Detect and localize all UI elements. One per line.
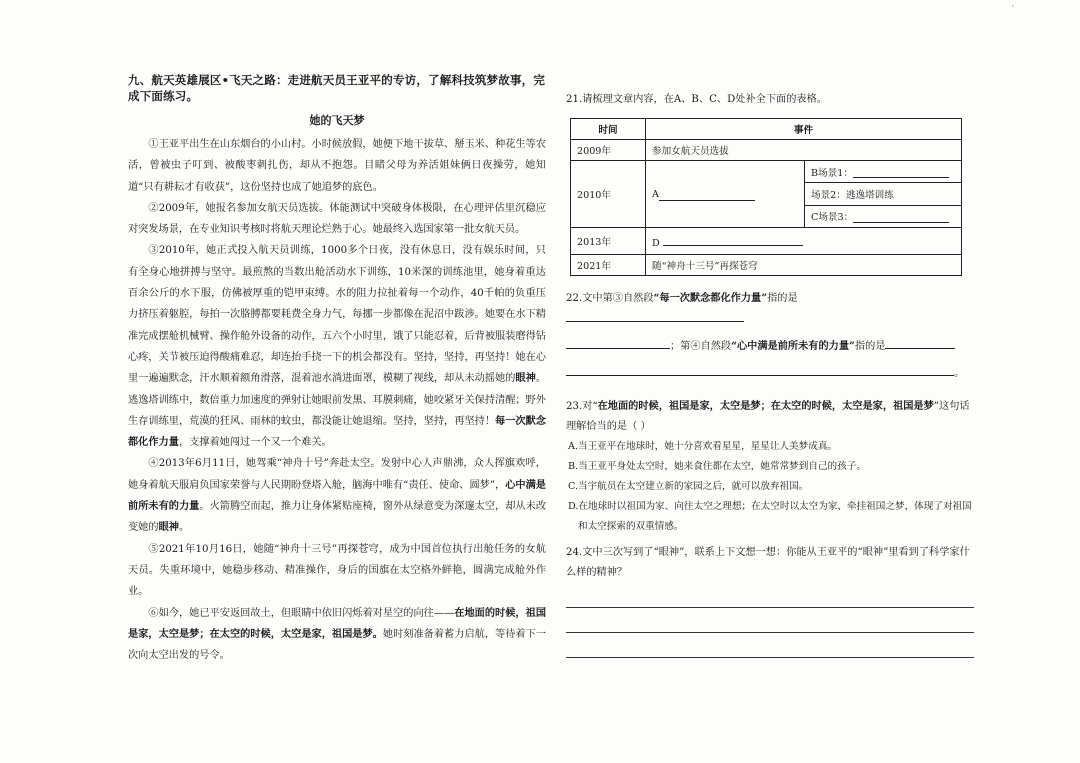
row-event-2009: 参加女航天员选拔 bbox=[646, 140, 962, 161]
p6-text-b: 她时刻准备着蓄力启航，等待着下一次向太空出发的号令。 bbox=[128, 628, 547, 662]
corner-mark: · bbox=[1011, 2, 1014, 11]
label-b: B场景1： bbox=[811, 167, 853, 179]
row-time-2010: 2010年 bbox=[571, 161, 646, 228]
p4-bold-eyes: 眼神 bbox=[158, 521, 179, 534]
q21-prompt: 21.请梳理文章内容，在A、B、C、D处补全下面的表格。 bbox=[566, 94, 827, 105]
q22-answer-blank-1[interactable] bbox=[566, 309, 744, 322]
table-row bbox=[571, 140, 962, 161]
p3-text-b: 。逃逸塔训练中，数倍重力加速度的弹射让她眼前发黑、耳膜刺痛，她咬紧牙关保持清醒；野外生存训练里，荒漠的狂风、雨林的蚊虫，都没能让她退缩。坚持，坚持，再坚持！ bbox=[128, 373, 546, 427]
row-time-2009: 2009年 bbox=[571, 140, 646, 161]
q23-text-a: 23.对“ bbox=[566, 401, 598, 412]
q22-line-2 bbox=[566, 336, 974, 357]
scene-2-text: 场景2：逃逸塔训练 bbox=[811, 189, 894, 201]
q24-answer-line-3[interactable] bbox=[566, 637, 974, 658]
essay-paragraph-1: ①王亚平出生在山东烟台的小山村。小时候放假，她便下地干拔草、掰玉米、种花生等农活，曾被虫子叮到、被酸枣刺扎伤，却从不抱怨。目睹父母为养活姐妹俩日夜操劳，她知道“只有耕耘才有收获”，这份坚持也成了她追梦的底色。 bbox=[128, 139, 546, 193]
q22-end: 。 bbox=[954, 368, 965, 379]
row-time-2021: 2021年 bbox=[571, 255, 646, 276]
p3-text-c: ，支撑着她闯过一个又一个难关。 bbox=[178, 437, 332, 449]
q23-option-c[interactable]: C.当宇航员在太空建立新的家园之后，就可以放弃祖国。 bbox=[568, 481, 809, 492]
p6-text-a: ⑥如今，她已平安返回故土，但眼睛中依旧闪烁着对星空的向往—— bbox=[148, 607, 455, 619]
blank-b[interactable] bbox=[853, 165, 949, 178]
p4-bold-power: 心中满是前所未有的力量 bbox=[128, 478, 546, 513]
q22-bold-b: “心中满是前所未有的力量” bbox=[731, 340, 855, 352]
q22-text-d: 指的是 bbox=[854, 341, 886, 352]
p6-bold-quote: 在地面的时候，祖国是家，太空是梦；在太空的时候，太空是家，祖国是梦。 bbox=[128, 606, 547, 640]
essay-paragraph-6 bbox=[128, 603, 546, 667]
essay-paragraph-4 bbox=[128, 453, 546, 538]
essay-title: 她的飞天梦 bbox=[309, 114, 365, 127]
p3-bold-eyes: 眼神 bbox=[515, 372, 536, 385]
q22-bold-a: “每一次默念都化作力量” bbox=[653, 292, 768, 304]
essay-paragraph-2: ②2009年，她报名参加女航天员选拔。体能测试中突破身体极限，在心理评估里沉稳应对突发场景，在专业知识考核时将航天理论烂熟于心。她最终入选国家第一批女航天员。 bbox=[128, 202, 546, 236]
q22-line-1 bbox=[566, 288, 974, 330]
q22-text-c: ；第④自然段 bbox=[670, 341, 732, 352]
label-d: D bbox=[652, 238, 660, 249]
row-event-2013 bbox=[646, 228, 962, 255]
essay-paragraph-3 bbox=[128, 240, 546, 453]
row-event-2010 bbox=[646, 161, 962, 228]
table-row bbox=[571, 161, 962, 228]
q24-answer-line-2[interactable] bbox=[566, 612, 974, 633]
scene-2-row bbox=[805, 183, 961, 205]
events-table bbox=[570, 118, 962, 276]
p4-text-b: 。火箭腾空而起，推力让身体紧贴座椅，窗外从绿意变为深邃太空，却从未改变她的 bbox=[128, 501, 547, 534]
left-column bbox=[128, 72, 546, 666]
header-time: 时间 bbox=[571, 119, 646, 140]
cell-scenes bbox=[805, 161, 961, 227]
p4-text-a: ④2013年6月11日，她驾乘“神舟十号”奔赴太空。发射中心人声鼎沸，众人挥旗欢呼，她身着航天服肩负国家荣誉与人民期盼登塔入舱，脑海中唯有“责任、使命、圆梦”， bbox=[128, 458, 546, 491]
p4-text-c: 。 bbox=[178, 522, 190, 534]
q23-option-a[interactable]: A.当王亚平在地球时，她十分喜欢看星星，星星让人美梦成真。 bbox=[568, 441, 838, 452]
q23-prompt bbox=[566, 396, 974, 437]
scene-c-row bbox=[805, 206, 961, 227]
q22-text-b: 指的是 bbox=[767, 293, 798, 304]
q23-bold-quote: 在地面的时候，祖国是家，太空是梦；在太空的时候，太空是家，祖国是梦 bbox=[597, 400, 934, 412]
q24-prompt: 24.文中三次写到了“眼神”，联系上下文想一想：你能从王亚平的“眼神”里看到了科学家什么样的精神？ bbox=[566, 547, 970, 578]
q23-option-b[interactable]: B.当王亚平身处太空时，她来食住都在太空，她常常梦到自己的孩子。 bbox=[568, 461, 866, 472]
q22-line-3 bbox=[566, 363, 974, 384]
q23-option-d[interactable]: D.在地球时以祖国为家、向往太空之理想；在太空时以太空为家、牵挂祖国之梦，体现了对祖国 bbox=[568, 501, 972, 512]
table-row bbox=[571, 228, 962, 255]
row-time-2013: 2013年 bbox=[571, 228, 646, 255]
right-column bbox=[566, 90, 974, 658]
p3-bold-power: 每一次默念都化作力量 bbox=[128, 414, 546, 449]
row-event-2021: 随“神舟十三号”再探苍穹 bbox=[646, 255, 962, 276]
q22-text-a: 22.文中第③自然段 bbox=[566, 293, 654, 304]
q23-text-b: ”这句话理解恰当的是（ ） bbox=[566, 401, 970, 432]
header-event: 事件 bbox=[646, 119, 962, 140]
blank-c[interactable] bbox=[853, 210, 949, 223]
blank-a[interactable] bbox=[659, 188, 755, 201]
section-heading: 九、航天英雄展区•飞天之路：走进航天员王亚平的专访，了解科技筑梦故事，完成下面练习。 bbox=[128, 73, 546, 103]
table-header-row bbox=[571, 119, 962, 140]
table-row bbox=[571, 255, 962, 276]
p3-text-a: ③2010年，她正式投入航天员训练，1000多个日夜，没有休息日，没有娱乐时间，只有全身心地拼搏与坚守。最煎熬的当数出舱活动水下训练，10米深的训练池里，她身着重达百余公斤的水下服，仿佛被厚重的铠甲束缚。水的阻力拉扯着每一个动作，40千帕的负重压力挤压着躯腔，每拍一次胳膊都要耗费全身力气，每挪一步都像在泥沼中跋涉。她要在水下精准完成摆舱机械臂、操作舱外设备的动作，五六个小时里，饿了只能忍着，后背被服装磨得钻心疼，关节被压迫得酸痛难忍，却连抬手挠一下的机会都没有。坚持，坚持，再坚持！她在心里一遍遍默念，汗水顺着额角滑落，混着池水淌进面罩，模糊了视线，却从未动摇她的 bbox=[128, 245, 546, 385]
q22-answer-blank-2[interactable] bbox=[566, 336, 670, 349]
essay-paragraph-5: ⑤2021年10月16日，她随“神舟十三号”再探苍穹，成为中国首位执行出舱任务的女航天员。失重环境中，她稳步移动、精准操作，身后的国旗在太空格外鲜艳，圆满完成舱外作业。 bbox=[128, 543, 546, 598]
label-a: A bbox=[652, 188, 659, 200]
cell-a bbox=[646, 161, 805, 227]
blank-d[interactable] bbox=[663, 233, 803, 246]
q22-answer-blank-3[interactable] bbox=[885, 336, 955, 349]
q22-answer-blank-4[interactable] bbox=[566, 363, 954, 376]
scene-b-row bbox=[805, 161, 961, 183]
label-c: C场景3： bbox=[811, 212, 854, 224]
q23-option-d-cont: 和太空探索的双重情感。 bbox=[578, 521, 684, 532]
q24-answer-line-1[interactable] bbox=[566, 587, 974, 608]
